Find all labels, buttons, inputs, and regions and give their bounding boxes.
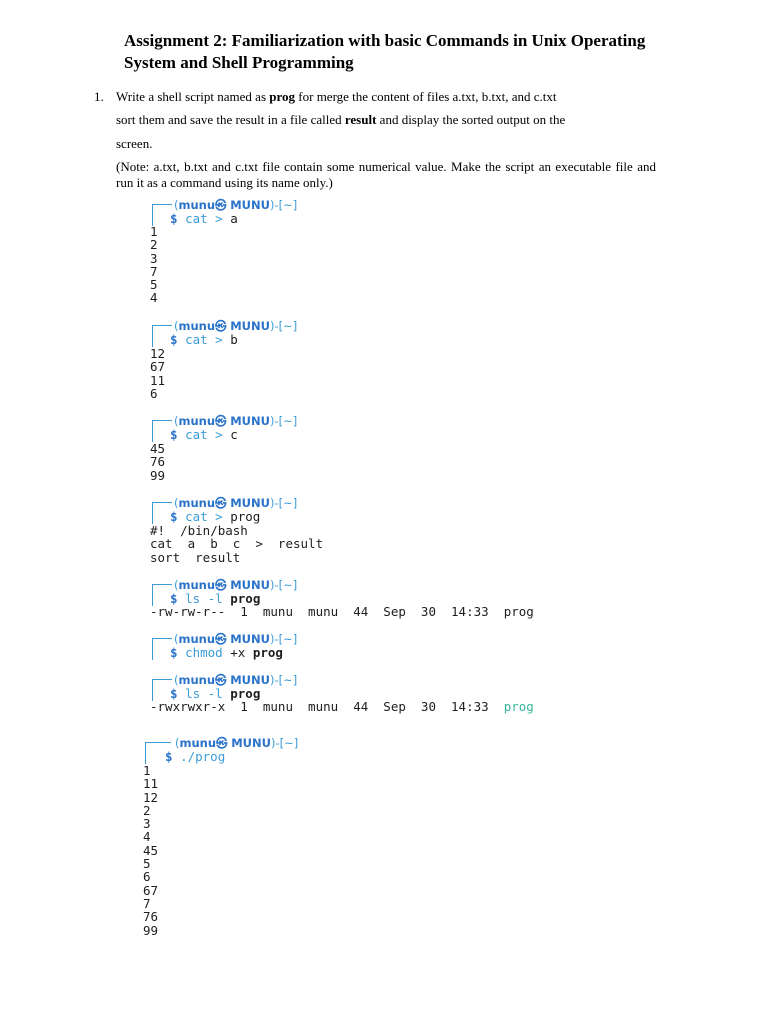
command-line: $ cat > prog [170, 509, 261, 524]
prompt-header: (munu㉿ MUNU)-[~] [174, 578, 298, 592]
command-output [150, 700, 534, 713]
prompt-bracket [152, 204, 172, 226]
q1-text-a: Write a shell script named as [116, 89, 270, 104]
prompt-header: (munu㉿ MUNU)-[~] [174, 319, 298, 333]
executable-file-name: prog [503, 699, 534, 714]
prompt-header: (munu㉿ MUNU)-[~] [174, 198, 298, 212]
command-line: $ chmod +x prog [170, 645, 283, 660]
question-line-2 [116, 112, 565, 128]
q2-text-c: and display the sorted output on the [376, 112, 566, 127]
command-output: #! /bin/bash cat a b c > result sort result [150, 523, 324, 565]
command-line: $ cat > c [170, 427, 238, 442]
command-output: 12 67 11 6 [150, 346, 166, 401]
command-line: $ ./prog [165, 749, 226, 764]
command-line: $ ls -l prog [170, 686, 261, 701]
command-output: 1 2 3 7 5 4 [150, 224, 158, 306]
command-line: $ ls -l prog [170, 591, 261, 606]
prompt-bracket [152, 638, 172, 660]
prompt-header: (munu㉿ MUNU)-[~] [174, 673, 298, 687]
prompt-header: (munu㉿ MUNU)-[~] [174, 496, 298, 510]
command-output: -rw-rw-r-- 1 munu munu 44 Sep 30 14:33 prog [150, 604, 534, 619]
prompt-header: (munu㉿ MUNU)-[~] [174, 414, 298, 428]
prompt-header: (munu㉿ MUNU)-[~] [174, 632, 298, 646]
q1-text-c: for merge the content of files a.txt, b.txt, and c.txt [295, 89, 557, 104]
command-line: $ cat > a [170, 211, 238, 226]
title-line-2: System and Shell Programming [124, 53, 354, 72]
assignment-title [124, 30, 704, 74]
command-output: 1 11 12 2 3 4 45 5 6 67 7 76 99 [143, 763, 159, 938]
command-line: $ cat > b [170, 332, 238, 347]
question-note: (Note: a.txt, b.txt and c.txt file contain some numerical value. Make the script an executable file and run it as a command using its name only.) [116, 159, 656, 190]
prompt-bracket [152, 420, 172, 442]
prompt-bracket [152, 679, 172, 701]
prompt-bracket [152, 584, 172, 606]
ls-output-prefix: -rwxrwxr-x 1 munu munu 44 Sep 30 14:33 [150, 699, 504, 714]
question-line-3: screen. [116, 136, 153, 151]
prompt-bracket [152, 502, 172, 524]
q2-text-a: sort them and save the result in a file called [116, 112, 345, 127]
q2-text-bold: result [344, 112, 377, 127]
question-line-1 [116, 89, 557, 105]
title-line-1: Assignment 2: Familiarization with basic Commands in Unix Operating [124, 31, 646, 50]
question-number: 1. [94, 89, 104, 104]
prompt-header: (munu㉿ MUNU)-[~] [175, 736, 299, 750]
prompt-bracket [152, 325, 172, 347]
command-output: 45 76 99 [150, 441, 166, 483]
q1-text-bold: prog [269, 89, 296, 104]
